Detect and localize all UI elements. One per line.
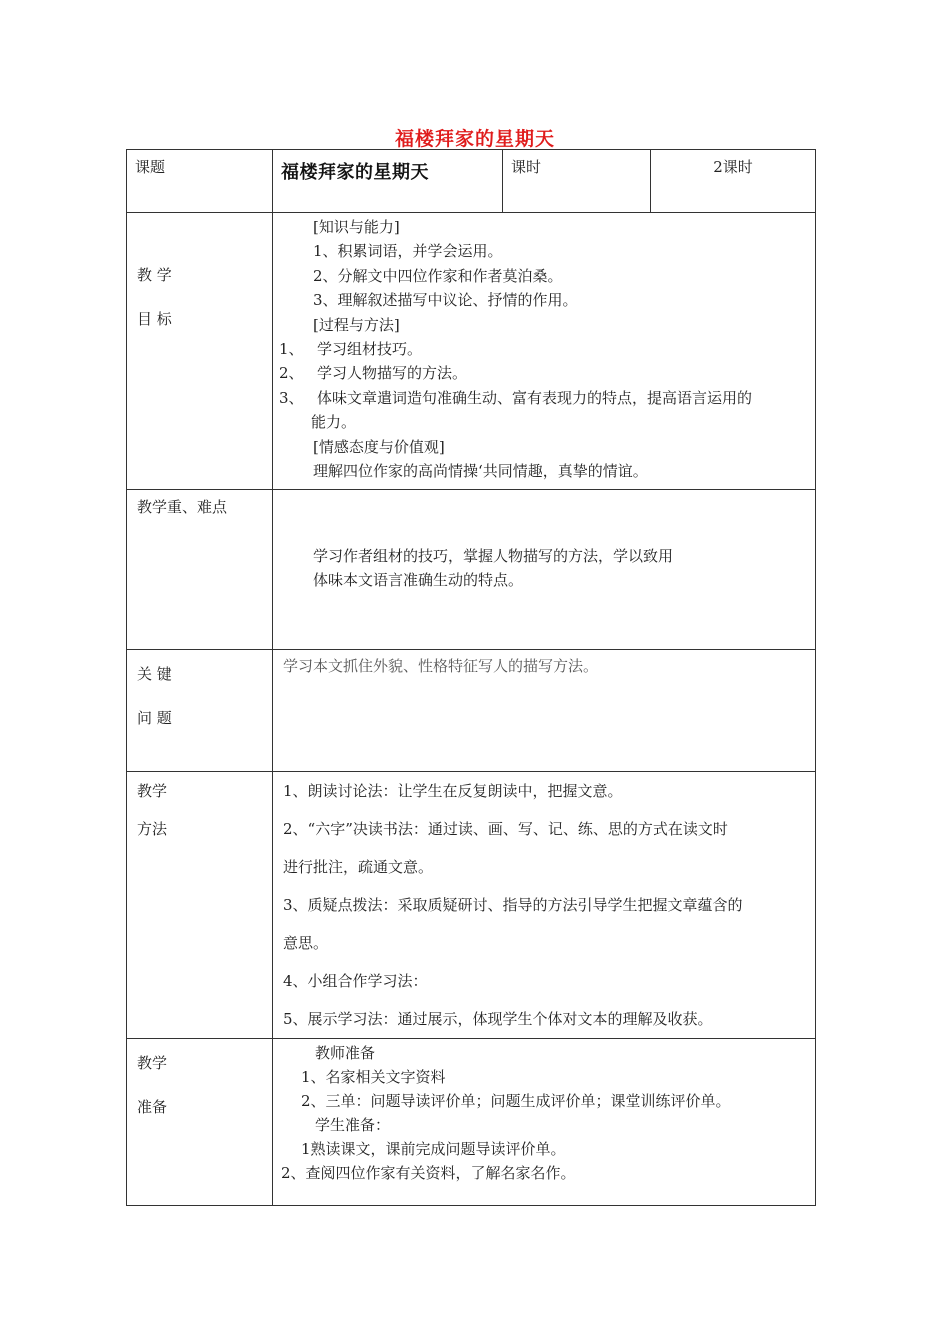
item-text: 学习组材技巧。 (317, 340, 423, 359)
key-points-row (127, 490, 816, 650)
method-line: 1、朗读讨论法：让学生在反复朗读中，把握文意。 (283, 782, 623, 800)
key-question-row (127, 650, 816, 772)
topic-value-cell (273, 150, 503, 213)
item-text: 学习人物描写的方法。 (317, 364, 468, 383)
item-text: 体味文章遣词造句准确生动、富有表现力的特点，提高语言运用的 (317, 388, 753, 407)
methods-label-cell (127, 772, 273, 1039)
section-knowledge-title: [知识与能力] (313, 218, 400, 236)
method-line: 意思。 (283, 934, 329, 952)
methods-label-1: 教学 (137, 782, 168, 800)
method-line: 进行批注，疏通文意。 (283, 858, 434, 876)
objective-item (273, 386, 815, 410)
teacher-prep-title: 教师准备 (315, 1044, 376, 1062)
hours-label-cell (503, 150, 651, 213)
item-number: 3、 (279, 388, 304, 407)
preparation-content (273, 1039, 816, 1206)
objectives-label-1: 教 学 (137, 266, 172, 284)
objectives-label-cell (127, 213, 273, 490)
teacher-prep-item: 2、三单：问题导读评价单；问题生成评价单；课堂训练评价单。 (301, 1092, 731, 1110)
preparation-label-2: 准备 (137, 1098, 168, 1116)
key-question-text: 学习本文抓住外貌、性格特征写人的描写方法。 (283, 657, 599, 675)
page-title: 福楼拜家的星期天 (394, 128, 555, 150)
student-prep-item: 1熟读课文，课前完成问题导读评价单。 (301, 1140, 566, 1158)
hours-value-cell (651, 150, 816, 213)
hours-value: 2课时 (713, 158, 753, 176)
objective-item: 1、积累词语，并学会运用。 (313, 242, 503, 261)
item-number: 2、 (279, 364, 304, 383)
objectives-label-2: 目 标 (137, 310, 172, 328)
key-points-label: 教学重、难点 (137, 498, 228, 516)
teacher-prep-item: 1、名家相关文字资料 (301, 1068, 446, 1086)
objective-item (273, 337, 815, 361)
objective-item (273, 361, 815, 385)
key-question-label-2: 问 题 (137, 709, 172, 727)
key-point-line: 学习作者组材的技巧，掌握人物描写的方法，学以致用 (313, 547, 674, 565)
objective-item: 2、分解文中四位作家和作者莫泊桑。 (313, 266, 563, 285)
hours-label: 课时 (511, 158, 542, 176)
preparation-label-cell (127, 1039, 273, 1206)
objective-item: 理解四位作家的高尚情操‘共同情趣，真挚的情谊。 (313, 462, 648, 481)
student-prep-title: 学生准备： (315, 1116, 391, 1134)
topic-value: 福楼拜家的星期天 (281, 162, 429, 183)
key-points-content (273, 490, 816, 650)
methods-row (127, 772, 816, 1039)
objective-item-continuation: 能力。 (311, 413, 357, 432)
lesson-plan-table (126, 149, 816, 1206)
method-line: 3、质疑点拨法：采取质疑研讨、指导的方法引导学生把握文章蕴含的 (283, 896, 743, 914)
topic-label: 课题 (135, 158, 166, 176)
methods-content (273, 772, 816, 1039)
key-points-label-cell (127, 490, 273, 650)
item-number: 1、 (279, 340, 304, 359)
key-question-label-1: 关 键 (137, 665, 172, 683)
method-line: 5、展示学习法：通过展示，体现学生个体对文本的理解及收获。 (283, 1010, 713, 1028)
topic-label-cell (127, 150, 273, 213)
section-attitude-title: [情感态度与价值观] (313, 437, 445, 456)
header-row (127, 150, 816, 213)
preparation-label-1: 教学 (137, 1054, 168, 1072)
key-point-line: 体味本文语言准确生动的特点。 (313, 571, 524, 590)
objectives-row (127, 213, 816, 490)
student-prep-item: 2、查阅四位作家有关资料，了解名家名作。 (281, 1164, 576, 1182)
methods-label-2: 方法 (137, 820, 168, 838)
objectives-content (273, 213, 816, 490)
key-question-label-cell (127, 650, 273, 772)
key-question-content (273, 650, 816, 772)
section-process-title: [过程与方法] (313, 315, 400, 334)
method-line: 2、“六字”决读书法：通过读、画、写、记、练、思的方式在读文时 (283, 820, 728, 838)
preparation-row (127, 1039, 816, 1206)
objective-item: 3、理解叙述描写中议论、抒情的作用。 (313, 291, 578, 310)
method-line: 4、小组合作学习法： (283, 972, 428, 990)
